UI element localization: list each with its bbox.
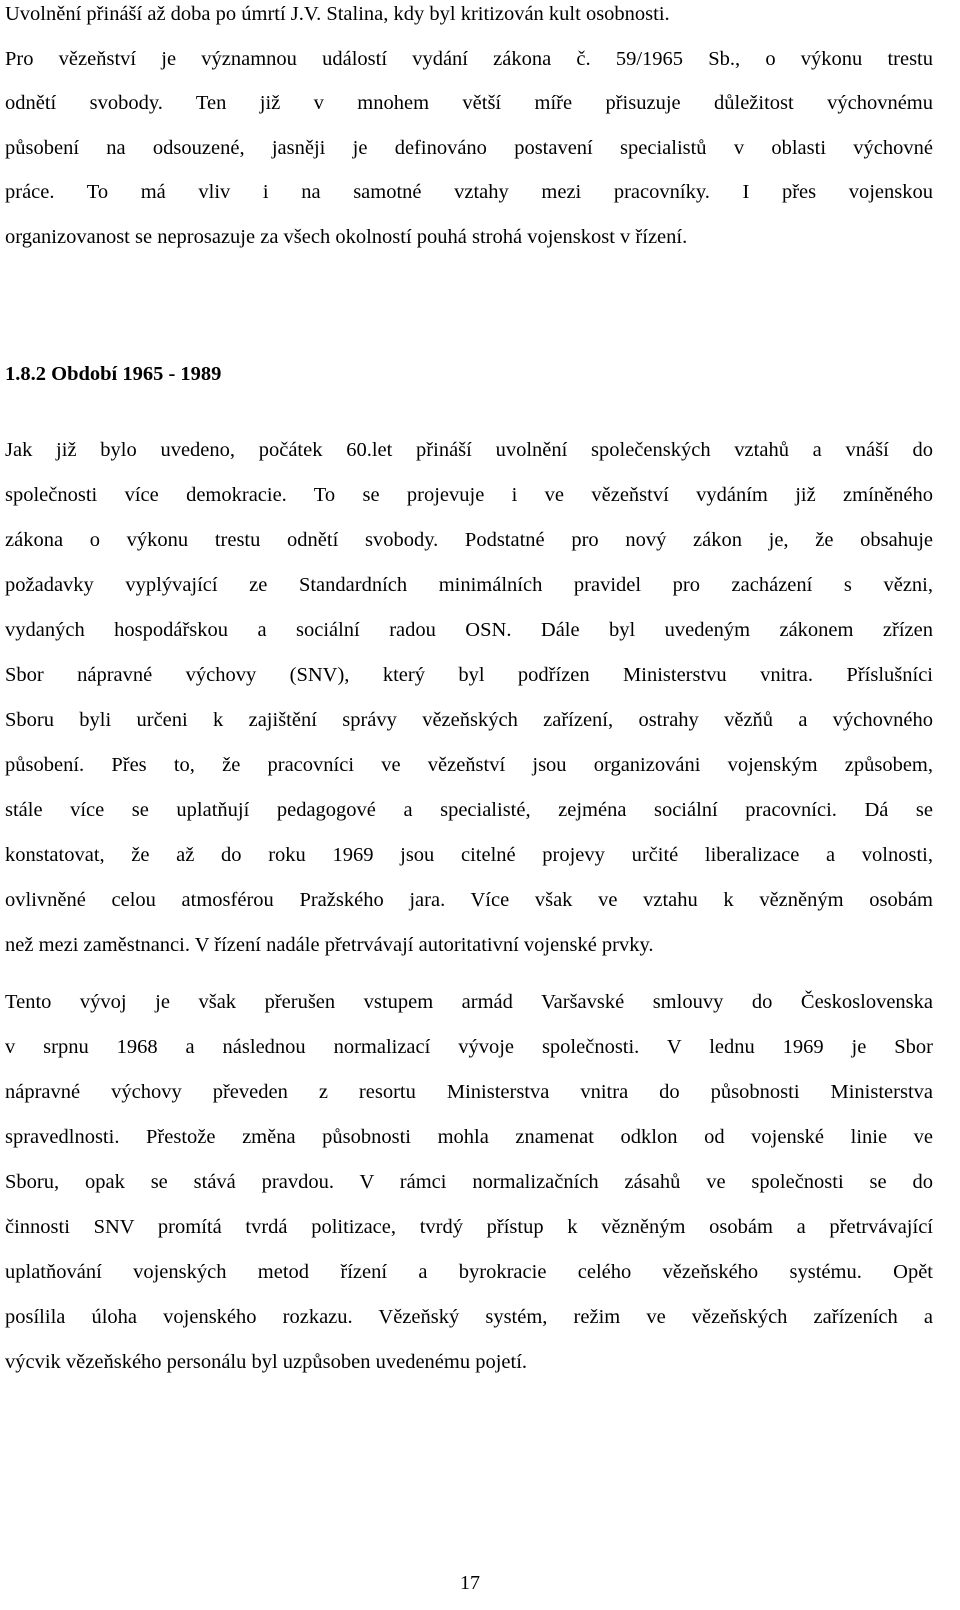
text-line: stále více se uplatňují pedagogové a specialisté, zejména sociální pracovníci. Dá se xyxy=(5,799,933,821)
text-line: organizovanost se neprosazuje za všech okolností pouhá strohá vojenskost v řízení. xyxy=(5,225,688,248)
text-line: činnosti SNV promítá tvrdá politizace, tvrdý přístup k vězněným osobám a přetrvávající xyxy=(5,1216,933,1238)
text-line: Sbor nápravné výchovy (SNV), který byl podřízen Ministerstvu vnitra. Příslušníci xyxy=(5,664,933,686)
text-line: v srpnu 1968 a následnou normalizací vývoje společnosti. V lednu 1969 je Sbor xyxy=(5,1036,933,1058)
paragraph-main xyxy=(5,428,933,968)
text-line: posílila úloha vojenského rozkazu. Vězeňský systém, režim ve vězeňských zařízeních a xyxy=(5,1306,933,1328)
text-line: ovlivněné celou atmosférou Pražského jara. Více však ve vztahu k vězněným osobám xyxy=(5,889,933,911)
text-line: práce. To má vliv i na samotné vztahy mezi pracovníky. I přes vojenskou xyxy=(5,181,933,203)
text-line: výcvik vězeňského personálu byl uzpůsoben uvedenému pojetí. xyxy=(5,1351,528,1373)
text-line: konstatovat, že až do roku 1969 jsou citelné projevy určité liberalizace a volnosti, xyxy=(5,844,933,866)
text-line: Pro vězeňství je významnou událostí vydání zákona č. 59/1965 Sb., o výkonu trestu xyxy=(5,47,933,70)
text-line: zákona o výkonu trestu odnětí svobody. Podstatné pro nový zákon je, že obsahuje xyxy=(5,529,933,551)
paragraph-final xyxy=(5,980,933,1385)
text-line: vydaných hospodářskou a sociální radou OSN. Dále byl uvedeným zákonem zřízen xyxy=(5,619,933,641)
text-line: požadavky vyplývající ze Standardních minimálních pravidel pro zacházení s vězni, xyxy=(5,574,933,596)
text-line: společnosti více demokracie. To se projevuje i ve vězeňství vydáním již zmíněného xyxy=(5,484,933,506)
text-line: nápravné výchovy převeden z resortu Ministerstva vnitra do působnosti Ministerstva xyxy=(5,1081,933,1103)
text-line: Tento vývoj je však přerušen vstupem armád Varšavské smlouvy do Československa xyxy=(5,991,933,1013)
page-number: 17 xyxy=(460,1572,480,1594)
section-heading: 1.8.2 Období 1965 - 1989 xyxy=(5,363,222,385)
text-line: Sboru byli určeni k zajištění správy vězeňských zařízení, ostrahy vězňů a výchovného xyxy=(5,709,933,731)
text-line: Jak již bylo uvedeno, počátek 60.let přináší uvolnění společenských vztahů a vnáší do xyxy=(5,439,933,461)
paragraph-intro xyxy=(5,0,933,259)
text-line: působení. Přes to, že pracovníci ve vězeňství jsou organizováni vojenským způsobem, xyxy=(5,754,933,776)
text-line: působení na odsouzené, jasněji je definováno postavení specialistů v oblasti výchovné xyxy=(5,136,933,159)
text-line: odnětí svobody. Ten již v mnohem větší míře přisuzuje důležitost výchovnému xyxy=(5,92,933,114)
text-line: Uvolnění přináší až doba po úmrtí J.V. Stalina, kdy byl kritizován kult osobnosti. xyxy=(5,3,670,25)
text-line: spravedlnosti. Přestože změna působnosti mohla znamenat odklon od vojenské linie ve xyxy=(5,1126,933,1148)
text-line: než mezi zaměstnanci. V řízení nadále přetrvávají autoritativní vojenské prvky. xyxy=(5,934,654,956)
text-line: Sboru, opak se stává pravdou. V rámci normalizačních zásahů ve společnosti se do xyxy=(5,1171,933,1193)
text-line: uplatňování vojenských metod řízení a byrokracie celého vězeňského systému. Opět xyxy=(5,1261,933,1283)
